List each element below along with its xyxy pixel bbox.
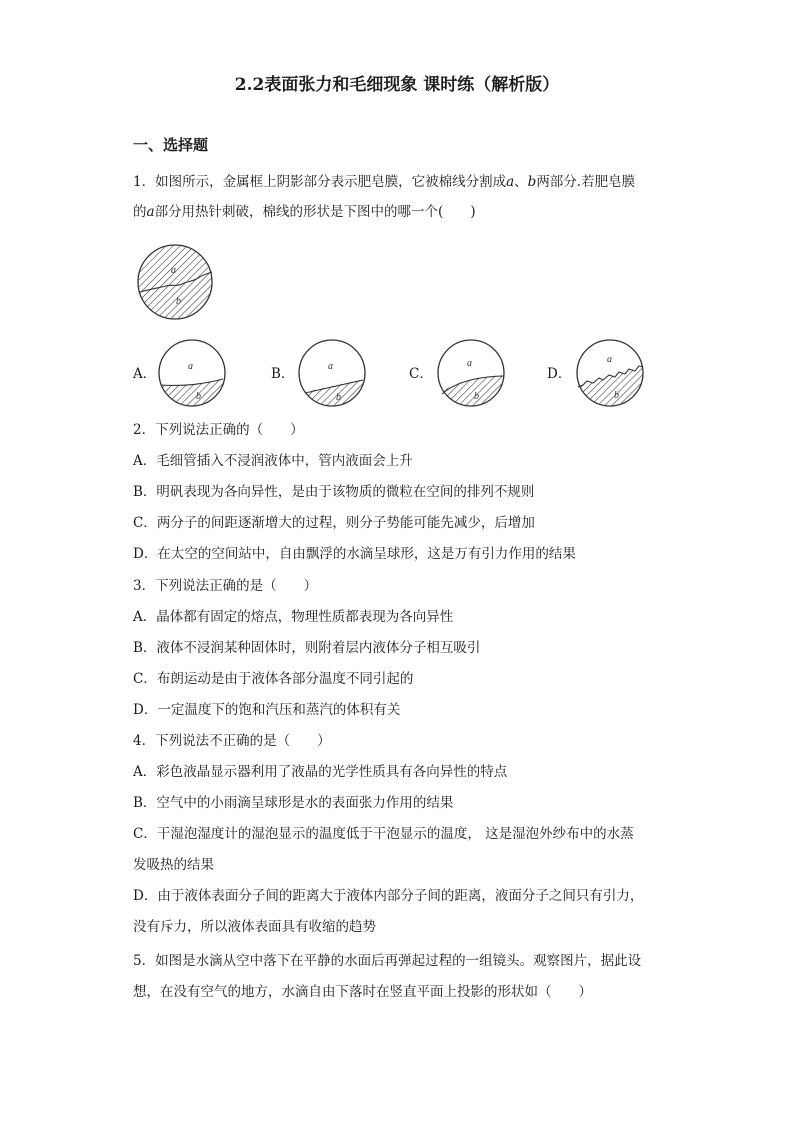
option-c-region-a: a [467,358,472,369]
q2-option-a[interactable]: A．毛细管插入不浸润液体中，管内液面会上升 [133,453,413,469]
q3-option-b[interactable]: B．液体不浸润某种固体时，则附着层内液体分子相互吸引 [133,640,481,656]
q5-stem-line2: 想，在没有空气的地方，水滴自由下落时在竖直平面上投影的形状如（ ） [133,984,592,1000]
q4-option-c-cont: 发吸热的结果 [133,857,214,873]
option-d-region-a: a [607,354,612,365]
q1-stem-line1: 1．如图所示，金属框上阴影部分表示肥皂膜，它被棉线分割成a、b两部分.若肥皂膜 [133,174,636,190]
option-b-figure [295,338,369,408]
q1-stem-line2: 的a部分用热针刺破，棉线的形状是下图中的哪一个( ) [133,204,476,220]
q4-stem: 4．下列说法不正确的是（ ） [133,733,331,749]
option-a-region-b: b [196,391,201,402]
q2-option-c[interactable]: C．两分子的间距逐渐增大的过程，则分子势能可能先减少，后增加 [133,515,535,531]
q4-option-d-cont: 没有斥力，所以液体表面具有收缩的趋势 [133,919,376,935]
q2-stem: 2．下列说法正确的（ ） [133,422,304,438]
q4-option-b[interactable]: B．空气中的小雨滴呈球形是水的表面张力作用的结果 [133,795,454,811]
option-d-figure [573,338,647,408]
q4-option-c[interactable]: C．干湿泡湿度计的湿泡显示的温度低于干泡显示的温度， 这是湿泡外纱布中的水蒸 [133,826,634,842]
region-a-label: a [171,265,176,276]
page-title: 2.2表面张力和毛细现象 课时练（解析版） [234,75,560,95]
q4-option-a[interactable]: A．彩色液晶显示器利用了液晶的光学性质具有各向异性的特点 [133,764,508,780]
q3-option-a[interactable]: A．晶体都有固定的熔点，物理性质都表现为各向异性 [133,609,454,625]
option-c-figure [434,338,508,408]
q2-option-d[interactable]: D．在太空的空间站中，自由飘浮的水滴呈球形，这是万有引力作用的结果 [133,546,576,562]
q4-option-d[interactable]: D．由于液体表面分子间的距离大于液体内部分子间的距离，液面分子之间只有引力， [133,888,644,904]
option-d-region-b: b [614,390,619,401]
q2-option-b[interactable]: B．明矾表现为各向异性，是由于该物质的微粒在空间的排列不规则 [133,484,535,500]
soap-film-frame-figure [132,244,220,322]
option-a-figure [155,338,229,408]
q3-option-c[interactable]: C．布朗运动是由于液体各部分温度不同引起的 [133,671,414,687]
option-a-region-a: a [188,361,193,372]
q5-stem-line1: 5．如图是水滴从空中落下在平静的水面后再弹起过程的一组镜头。观察图片，据此设 [133,953,642,969]
q3-stem: 3．下列说法正确的是（ ） [133,578,318,594]
section-heading: 一、选择题 [133,136,209,154]
q3-option-d[interactable]: D．一定温度下的饱和汽压和蒸汽的体积有关 [133,702,401,718]
option-b-region-a: a [328,361,333,372]
option-c-region-b: b [474,391,479,402]
region-b-label: b [176,296,181,307]
option-b-region-b: b [336,392,341,403]
